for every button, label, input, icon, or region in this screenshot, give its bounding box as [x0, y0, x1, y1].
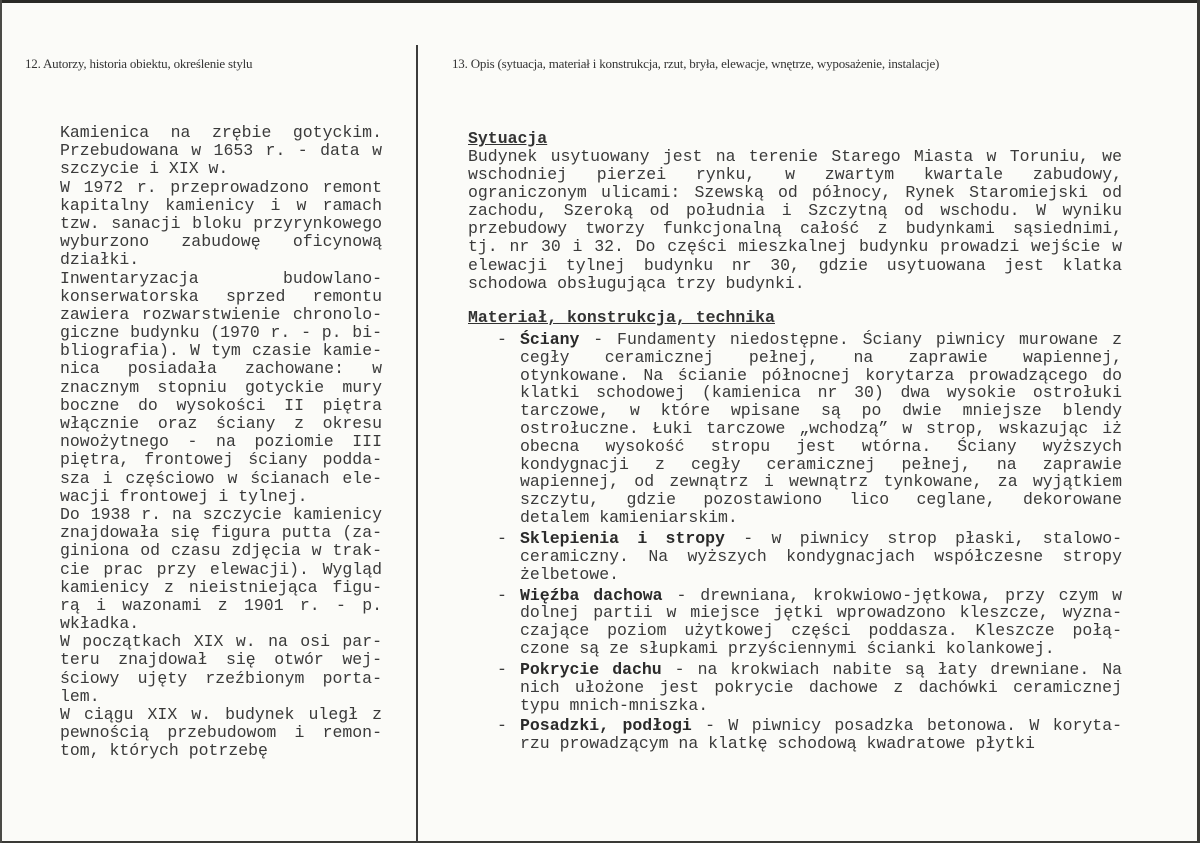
section-header-description: 13. Opis (sytuacja, materiał i konstrukcja, rzut, bryła, elewacje, wnętrze, wyposażenie, instalacje): [452, 56, 940, 71]
material-bullet-item: [497, 661, 1122, 714]
material-bullet-item: [497, 587, 1122, 658]
text-line: obecna wysokość stropu jest wtórna. Ściany wyższych: [520, 436, 1122, 456]
column-divider: [416, 45, 418, 843]
history-paragraph: [60, 706, 382, 761]
bullet-dash: -: [497, 528, 507, 548]
text-line: szczycie i XIX w.: [60, 159, 229, 179]
history-paragraph: [60, 124, 382, 179]
text-line: nich ułożone jest pokrycie dachowe z dachówki ceramicznej: [520, 677, 1122, 697]
text-line: wacji frontowej i tylnej.: [60, 486, 308, 506]
heading-sytuacja: Sytuacja: [468, 129, 548, 148]
text-line: szczytu, gdzie pozostawiono lico ceglane, dekorowane: [520, 490, 1122, 510]
bullet-label: Więźba dachowa: [520, 585, 663, 605]
text-line: nica posiadała zachowane: w: [60, 359, 382, 379]
bullet-dash: -: [497, 585, 507, 605]
text-line: tzw. sanacji bloku przyrynkowego: [60, 213, 382, 233]
text-line: Przebudowana w 1653 r. - data w: [60, 141, 382, 161]
text-line: boczne do wysokości II piętra: [60, 395, 382, 415]
text-line: Kamienica na zrębie gotyckim.: [60, 123, 382, 142]
scan-border-left: [0, 0, 2, 843]
text-line: teru znajdował się otwór wej-: [60, 650, 382, 670]
text-line: wyburzono zabudowę oficynową: [60, 232, 382, 252]
text-line: detalem kamieniarskim.: [520, 507, 738, 527]
text-line: tarczowe, w które wpisane są po dwie mniejsze blendy: [520, 401, 1122, 421]
text-line: wschodniej pierzei rynku, w zwartym kwartale zabudowy,: [468, 165, 1122, 185]
bullet-dash: -: [497, 330, 507, 349]
bullet-label: Posadzki, podłogi: [520, 716, 692, 736]
history-paragraph: [60, 633, 382, 706]
text-line: czone są ze słupkami przyściennymi ścianki kolankowej.: [520, 638, 1055, 658]
text-line: ostrołuczne. Łuki tarczowe „wchodzą” w strop, wskazując iż: [520, 418, 1122, 438]
text-line: lem.: [60, 686, 100, 706]
text-line: tj. nr 30 i 32. Do części mieszkalnej budynku prowadzi wejście w: [468, 237, 1122, 257]
scan-border-top: [0, 0, 1200, 3]
text-line: czające poziom użytkowej części poddasza. Kleszcze połą-: [520, 621, 1122, 641]
text-line: [520, 661, 1122, 679]
text-line: konserwatorska sprzed remontu: [60, 286, 382, 306]
bullet-text: - Fundamenty niedostępne. Ściany piwnicy murowane z: [579, 330, 1122, 349]
text-line: bliografia). W tym czasie kamie-: [60, 341, 382, 361]
bullet-text: - drewniana, krokwiowo-jętkowa, przy czym w: [662, 585, 1123, 605]
text-line: [520, 587, 1122, 605]
history-text-column: [60, 124, 382, 761]
bullet-label: Sklepienia i stropy: [520, 528, 725, 548]
bullet-text: - W piwnicy posadzka betonowa. W koryta-: [691, 716, 1123, 736]
bullet-text: - na krokwiach nabite są łaty drewniane. Na: [661, 659, 1122, 679]
text-line: typu mnich-mniszka.: [520, 695, 709, 715]
history-paragraph: [60, 179, 382, 270]
text-line: żelbetowe.: [520, 564, 620, 584]
text-line: W początkach XIX w. na osi par-: [60, 632, 382, 652]
bullet-label: Pokrycie dachu: [520, 659, 662, 679]
text-line: włącznie oraz ściany z okresu: [60, 414, 382, 433]
text-line: elewacji tylnej budynku nr 30, gdzie usytuowana jest klatka: [468, 255, 1122, 275]
text-line: klatki schodowej (kamienica nr 30) dwa wysokie ostrołuki: [520, 383, 1122, 403]
text-line: cie prac przy elewacji). Wygląd: [60, 559, 382, 579]
bullet-dash: -: [497, 659, 507, 679]
text-line: otynkowane. Na ścianie północnej korytarza prowadzącego do: [520, 365, 1122, 385]
text-line: sza i częściowo w ścianach ele-: [60, 468, 382, 488]
text-line: giczne budynku (1970 r. - p. bi-: [60, 323, 382, 343]
sytuacja-paragraph: [468, 148, 1122, 293]
text-line: nowożytnego - na poziomie III: [60, 432, 382, 452]
text-line: [520, 717, 1122, 735]
text-line: W 1972 r. przeprowadzono remont: [60, 177, 382, 197]
text-line: Budynek usytuowany jest na terenie Starego Miasta w Toruniu, we: [468, 147, 1122, 166]
text-line: Do 1938 r. na szczycie kamienicy: [60, 504, 382, 524]
bullet-label: Ściany: [520, 330, 580, 349]
text-line: pewnością przebudowom i remon-: [60, 723, 382, 743]
text-line: rą i wazonami z 1901 r. - p.: [60, 595, 382, 615]
history-paragraph: [60, 506, 382, 633]
text-line: piętra, frontowej ściany podda-: [60, 450, 382, 470]
text-line: [520, 331, 1122, 349]
text-line: schodowa obsługująca trzy budynki.: [468, 273, 805, 293]
material-bullet-item: [497, 717, 1122, 753]
text-line: znacznym stopniu gotyckie mury: [60, 377, 382, 397]
text-line: działki.: [60, 250, 140, 270]
bullet-dash: -: [497, 716, 507, 736]
text-line: ściowy ujęty rzeźbionym porta-: [60, 668, 382, 688]
material-bullet-item: [497, 530, 1122, 583]
text-line: ceramiczny. Na wyższych kondygnacjach współczesne stropy: [520, 546, 1122, 566]
text-line: cegły ceramicznej pełnej, na zaprawie wapiennej,: [520, 347, 1122, 367]
history-paragraph: [60, 270, 382, 506]
text-line: tom, których potrzebę: [60, 741, 268, 761]
bullet-text: - w piwnicy strop płaski, stalowo-: [724, 528, 1122, 548]
material-bullet-list: [497, 331, 1122, 756]
text-line: kondygnacji z cegły ceramicznej pełnej, na zaprawie: [520, 454, 1122, 474]
text-line: dolnej partii w miejsce jętki wprowadzono kleszcze, wyzna-: [520, 603, 1122, 623]
text-line: wapiennej, od zewnątrz i wewnątrz tynkowane, za wyjątkiem: [520, 472, 1122, 492]
text-line: rzu prowadzącym na klatkę schodową kwadratowe płytki: [520, 734, 1035, 754]
text-line: Inwentaryzacja budowlano-: [60, 268, 382, 288]
text-line: kamienicy z nieistniejąca figu-: [60, 577, 382, 597]
text-line: giniona od czasu zdjęcia w trak-: [60, 541, 382, 561]
material-bullet-item: [497, 331, 1122, 527]
section-header-authors-history: 12. Autorzy, historia obiektu, określenie stylu: [25, 56, 253, 71]
text-line: wkładka.: [60, 614, 140, 634]
text-line: zachodu, Szeroką od południa i Szczytną od wschodu. W wyniku: [468, 201, 1122, 221]
text-line: kapitalny kamienicy i w ramach: [60, 195, 382, 215]
text-line: W ciągu XIX w. budynek uległ z: [60, 705, 382, 724]
text-line: [520, 530, 1122, 548]
text-line: znajdowała się figura putta (za-: [60, 523, 382, 543]
text-line: przebudowy tworzy funkcjonalną całość z budynkami sąsiednimi,: [468, 219, 1122, 239]
text-line: ograniczonym ulicami: Szewską od północy, Rynek Staromiejski od: [468, 183, 1122, 203]
heading-material-construction: Materiał, konstrukcja, technika: [468, 308, 775, 327]
text-line: zawiera rozwarstwienie chronolo-: [60, 304, 382, 324]
